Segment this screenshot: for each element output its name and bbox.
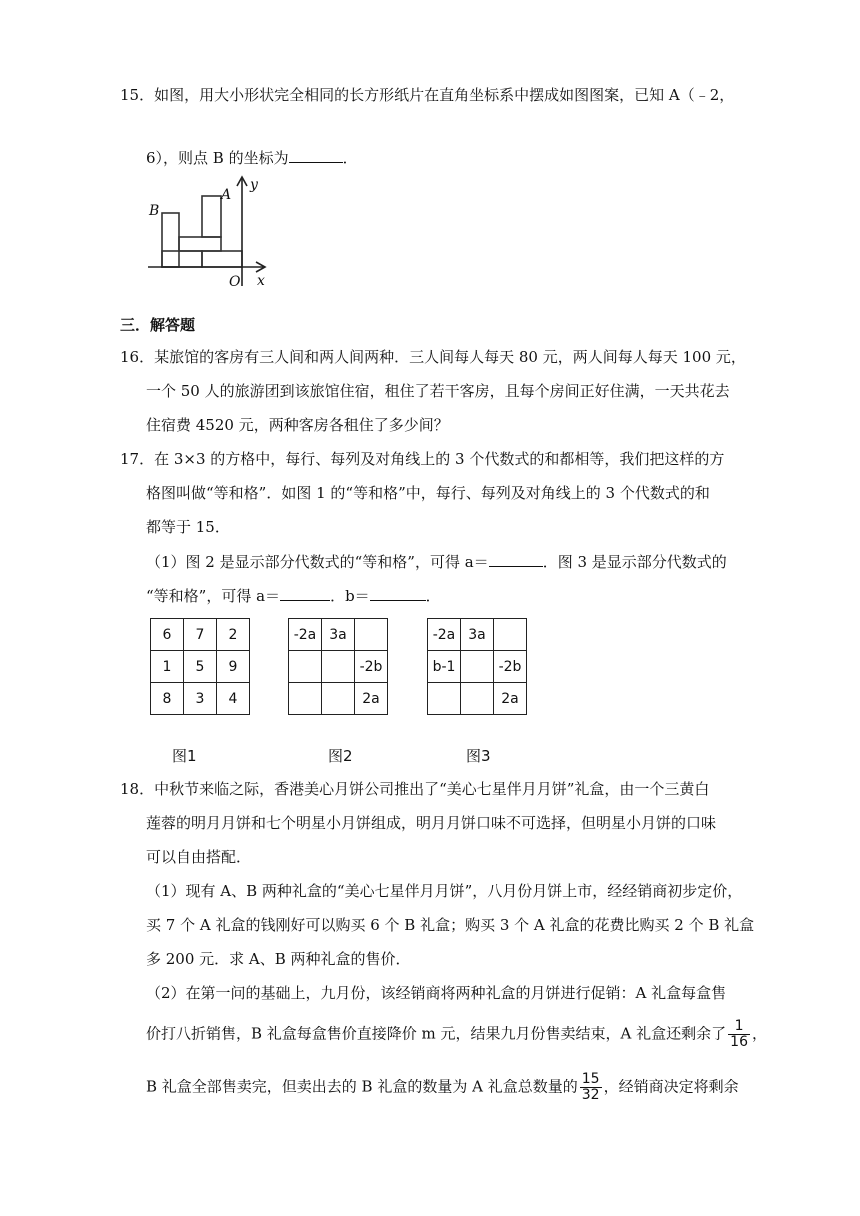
grid3-cell: -2b bbox=[494, 651, 527, 683]
label-y: y bbox=[250, 177, 258, 193]
label-B: B bbox=[149, 203, 160, 219]
label-x: x bbox=[257, 273, 265, 289]
grid3-cell: 2a bbox=[494, 683, 527, 715]
rect-horizontal-middle bbox=[179, 237, 221, 251]
q18-line-6: 多 200 元．求 A、B 两种礼盒的售价． bbox=[146, 950, 411, 968]
fraction-1-16 bbox=[728, 1019, 750, 1050]
grid2-cell bbox=[355, 619, 388, 651]
q18-line-1: 18．中秋节来临之际，香港美心月饼公司推出了“美心七星伴月月饼”礼盒，由一个三黄白 bbox=[120, 780, 710, 798]
q16-line-3: 住宿费 4520 元，两种客房各租住了多少间？ bbox=[146, 416, 449, 434]
grid2-cell bbox=[322, 683, 355, 715]
q17-blank-a-fig3[interactable] bbox=[280, 584, 330, 601]
grid1-cell: 3 bbox=[184, 683, 217, 715]
q18-line-5: 买 7 个 A 礼盒的钱刚好可以购买 6 个 B 礼盒；购买 3 个 A 礼盒的花费比购买 2 个 B 礼盒 bbox=[146, 916, 755, 934]
grid1-cell: 7 bbox=[184, 619, 217, 651]
q17-part1-text-c: “等和格”，可得 a＝ bbox=[146, 587, 281, 605]
rect-vertical-right bbox=[202, 196, 221, 237]
grid1-cell: 4 bbox=[217, 683, 250, 715]
rect-bottom-left bbox=[162, 251, 202, 267]
q15-line-2 bbox=[146, 146, 358, 169]
caption-figure-2: 图2 bbox=[328, 747, 353, 765]
q17-blank-a-fig2[interactable] bbox=[489, 550, 543, 567]
q17-line-2: 格图叫做“等和格”．如图 1 的“等和格”中，每行、每列及对角线上的 3 个代数式的和 bbox=[146, 484, 710, 502]
q17-part1-text-e: ． bbox=[425, 587, 441, 605]
q17-part1-text-b: ．图 3 是显示部分代数式的 bbox=[542, 553, 727, 571]
q18-line-3: 可以自由搭配． bbox=[146, 848, 252, 866]
fraction-denominator: 32 bbox=[581, 1087, 600, 1103]
grid3-cell bbox=[461, 683, 494, 715]
q18-line-7: （2）在第一问的基础上，九月份，该经销商将两种礼盒的月饼进行促销：A 礼盒每盒售 bbox=[146, 984, 727, 1002]
grid3-cell: 3a bbox=[461, 619, 494, 651]
fraction-numerator: 15 bbox=[581, 1071, 600, 1087]
rect-bottom-right bbox=[202, 251, 242, 267]
q18-line-8-end: ， bbox=[751, 1024, 767, 1043]
caption-figure-1: 图1 bbox=[172, 747, 197, 765]
q15-answer-blank[interactable] bbox=[289, 146, 343, 163]
grid1-cell: 9 bbox=[217, 651, 250, 683]
grid3-cell bbox=[494, 619, 527, 651]
section-title: 三．解答题 bbox=[120, 316, 196, 334]
grid1-cell: 2 bbox=[217, 619, 250, 651]
grid3-cell: -2a bbox=[428, 619, 461, 651]
grid1-cell: 1 bbox=[151, 651, 184, 683]
grid3-cell bbox=[461, 651, 494, 683]
q18-line-9-text: B 礼盒全部售卖完，但卖出去的 B 礼盒的数量为 A 礼盒总数量的 bbox=[146, 1077, 578, 1096]
grid3-cell bbox=[428, 683, 461, 715]
grid2-cell bbox=[289, 683, 322, 715]
q17-part1-text-d: ．b＝ bbox=[330, 587, 370, 605]
fraction-15-32 bbox=[580, 1072, 602, 1103]
q17-part1-text-a: （1）图 2 是显示部分代数式的“等和格”，可得 a＝ bbox=[146, 553, 489, 571]
q17-line-1: 17．在 3×3 的方格中，每行、每列及对角线上的 3 个代数式的和都相等，我们把这样的方 bbox=[120, 450, 725, 468]
q16-line-2: 一个 50 人的旅游团到该旅馆住宿，租住了若干客房，且每个房间正好住满，一天共花去 bbox=[146, 382, 730, 400]
grid2-cell bbox=[289, 651, 322, 683]
q18-line-2: 莲蓉的明月月饼和七个明星小月饼组成，明月月饼口味不可选择，但明星小月饼的口味 bbox=[146, 814, 717, 832]
q18-line-4: （1）现有 A、B 两种礼盒的“美心七星伴月月饼”，八月份月饼上市，经经销商初步定价， bbox=[146, 882, 743, 900]
q15-line-1: 15．如图，用大小形状完全相同的长方形纸片在直角坐标系中摆成如图图案，已知 A（﹣2， bbox=[120, 86, 735, 104]
fraction-numerator: 1 bbox=[728, 1019, 750, 1035]
q18-line-9 bbox=[146, 1072, 739, 1103]
grid2-cell: -2b bbox=[355, 651, 388, 683]
grid-figure-3 bbox=[427, 618, 527, 715]
grid-figure-2 bbox=[288, 618, 388, 715]
q15-line-2-end: ． bbox=[342, 149, 358, 167]
label-A: A bbox=[221, 187, 232, 203]
q15-line-2-text: 6），则点 B 的坐标为 bbox=[146, 149, 289, 167]
grid2-cell: -2a bbox=[289, 619, 322, 651]
grid2-cell: 2a bbox=[355, 683, 388, 715]
label-O: O bbox=[229, 274, 241, 290]
caption-figure-3: 图3 bbox=[466, 747, 491, 765]
q18-line-8 bbox=[146, 1019, 767, 1050]
q17-blank-b-fig3[interactable] bbox=[370, 584, 426, 601]
grid-figure-1 bbox=[150, 618, 250, 715]
q17-line-3: 都等于 15． bbox=[146, 518, 230, 536]
q17-part1-line-1 bbox=[146, 550, 727, 573]
q15-coordinate-figure bbox=[140, 174, 280, 292]
q18-line-9-end: ，经销商决定将剩余 bbox=[603, 1077, 739, 1096]
grid1-cell: 5 bbox=[184, 651, 217, 683]
grid3-cell: b-1 bbox=[428, 651, 461, 683]
grid1-cell: 8 bbox=[151, 683, 184, 715]
q17-part1-line-2 bbox=[146, 584, 441, 607]
grid2-cell bbox=[322, 651, 355, 683]
grid2-cell: 3a bbox=[322, 619, 355, 651]
q18-line-8-text: 价打八折销售，B 礼盒每盒售价直接降价 m 元，结果九月份售卖结束，A 礼盒还剩余了 bbox=[146, 1024, 727, 1043]
q16-line-1: 16．某旅馆的客房有三人间和两人间两种．三人间每人每天 80 元，两人间每人每天 100 元， bbox=[120, 348, 746, 366]
fraction-denominator: 16 bbox=[730, 1034, 748, 1050]
grid1-cell: 6 bbox=[151, 619, 184, 651]
rect-vertical-left bbox=[162, 213, 179, 267]
